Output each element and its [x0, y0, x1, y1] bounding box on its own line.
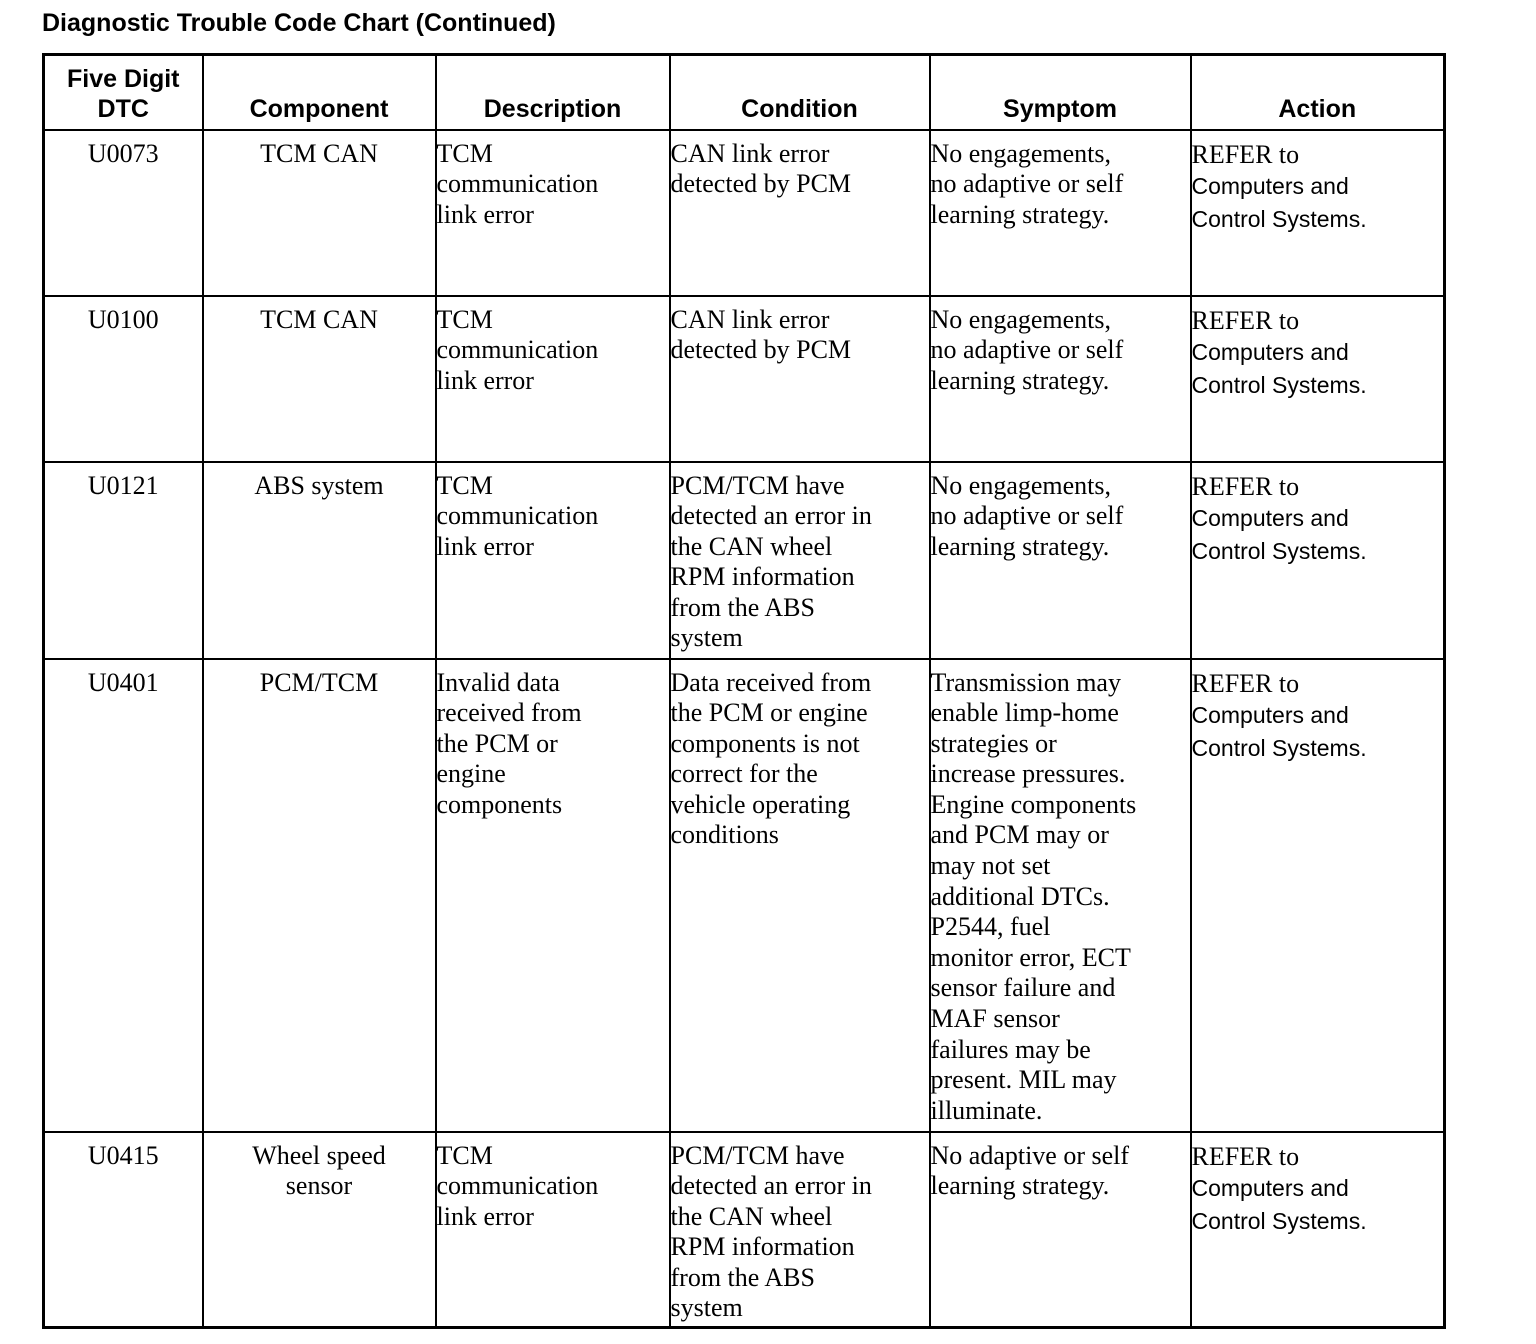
action-refer-text: REFER to: [1191, 305, 1300, 335]
action-target-link[interactable]: Computers and Control Systems.: [1191, 1174, 1367, 1234]
action-refer-text: REFER to: [1191, 139, 1300, 169]
condition-cell: PCM/TCM have detected an error in the CAN wheel RPM information from the ABS system: [670, 462, 930, 659]
symptom-cell: Transmission may enable limp-home strategies or increase pressures. Engine components and PCM may or may not set additional DTCs. P2544, fuel monitor error, ECT sensor failure and MAF sensor failures may be present. MIL may illuminate.: [930, 659, 1191, 1132]
header-condition: Condition: [670, 55, 930, 130]
table-row: [44, 296, 1445, 462]
action-target-link[interactable]: Computers and Control Systems.: [1191, 504, 1367, 564]
component-cell: Wheel speed sensor: [203, 1132, 436, 1328]
dtc-code-cell: U0121: [44, 462, 203, 659]
action-cell: [1191, 659, 1445, 1132]
dtc-code-cell: U0073: [44, 130, 203, 296]
dtc-code-cell: U0100: [44, 296, 203, 462]
symptom-cell: No engagements, no adaptive or self learning strategy.: [930, 296, 1191, 462]
description-cell: TCM communication link error: [436, 130, 670, 296]
condition-cell: PCM/TCM have detected an error in the CAN wheel RPM information from the ABS system: [670, 1132, 930, 1328]
table-row: [44, 130, 1445, 296]
condition-cell: Data received from the PCM or engine components is not correct for the vehicle operating conditions: [670, 659, 930, 1132]
component-cell: PCM/TCM: [203, 659, 436, 1132]
action-refer-text: REFER to: [1191, 668, 1300, 698]
component-cell: TCM CAN: [203, 130, 436, 296]
condition-cell: CAN link error detected by PCM: [670, 296, 930, 462]
dtc-chart-table: [42, 53, 1446, 1329]
action-cell: [1191, 130, 1445, 296]
header-symptom: Symptom: [930, 55, 1191, 130]
action-cell: [1191, 462, 1445, 659]
page-title: Diagnostic Trouble Code Chart (Continued): [42, 9, 556, 37]
description-cell: TCM communication link error: [436, 462, 670, 659]
description-cell: Invalid data received from the PCM or engine components: [436, 659, 670, 1132]
symptom-cell: No engagements, no adaptive or self learning strategy.: [930, 462, 1191, 659]
action-target-link[interactable]: Computers and Control Systems.: [1191, 172, 1367, 232]
action-cell: [1191, 1132, 1445, 1328]
action-target-link[interactable]: Computers and Control Systems.: [1191, 701, 1367, 761]
table-row: [44, 462, 1445, 659]
component-cell: TCM CAN: [203, 296, 436, 462]
component-cell: ABS system: [203, 462, 436, 659]
action-refer-text: REFER to: [1191, 471, 1300, 501]
table-row: [44, 659, 1445, 1132]
symptom-cell: No adaptive or self learning strategy.: [930, 1132, 1191, 1328]
dtc-code-cell: U0415: [44, 1132, 203, 1328]
header-component: Component: [203, 55, 436, 130]
symptom-cell: No engagements, no adaptive or self learning strategy.: [930, 130, 1191, 296]
condition-cell: CAN link error detected by PCM: [670, 130, 930, 296]
description-cell: TCM communication link error: [436, 1132, 670, 1328]
table-row: [44, 1132, 1445, 1328]
header-description: Description: [436, 55, 670, 130]
table-header-row: [44, 55, 1445, 130]
action-cell: [1191, 296, 1445, 462]
description-cell: TCM communication link error: [436, 296, 670, 462]
header-five-digit-dtc: Five Digit DTC: [44, 55, 203, 130]
action-refer-text: REFER to: [1191, 1141, 1300, 1171]
dtc-code-cell: U0401: [44, 659, 203, 1132]
action-target-link[interactable]: Computers and Control Systems.: [1191, 338, 1367, 398]
header-action: Action: [1191, 55, 1445, 130]
